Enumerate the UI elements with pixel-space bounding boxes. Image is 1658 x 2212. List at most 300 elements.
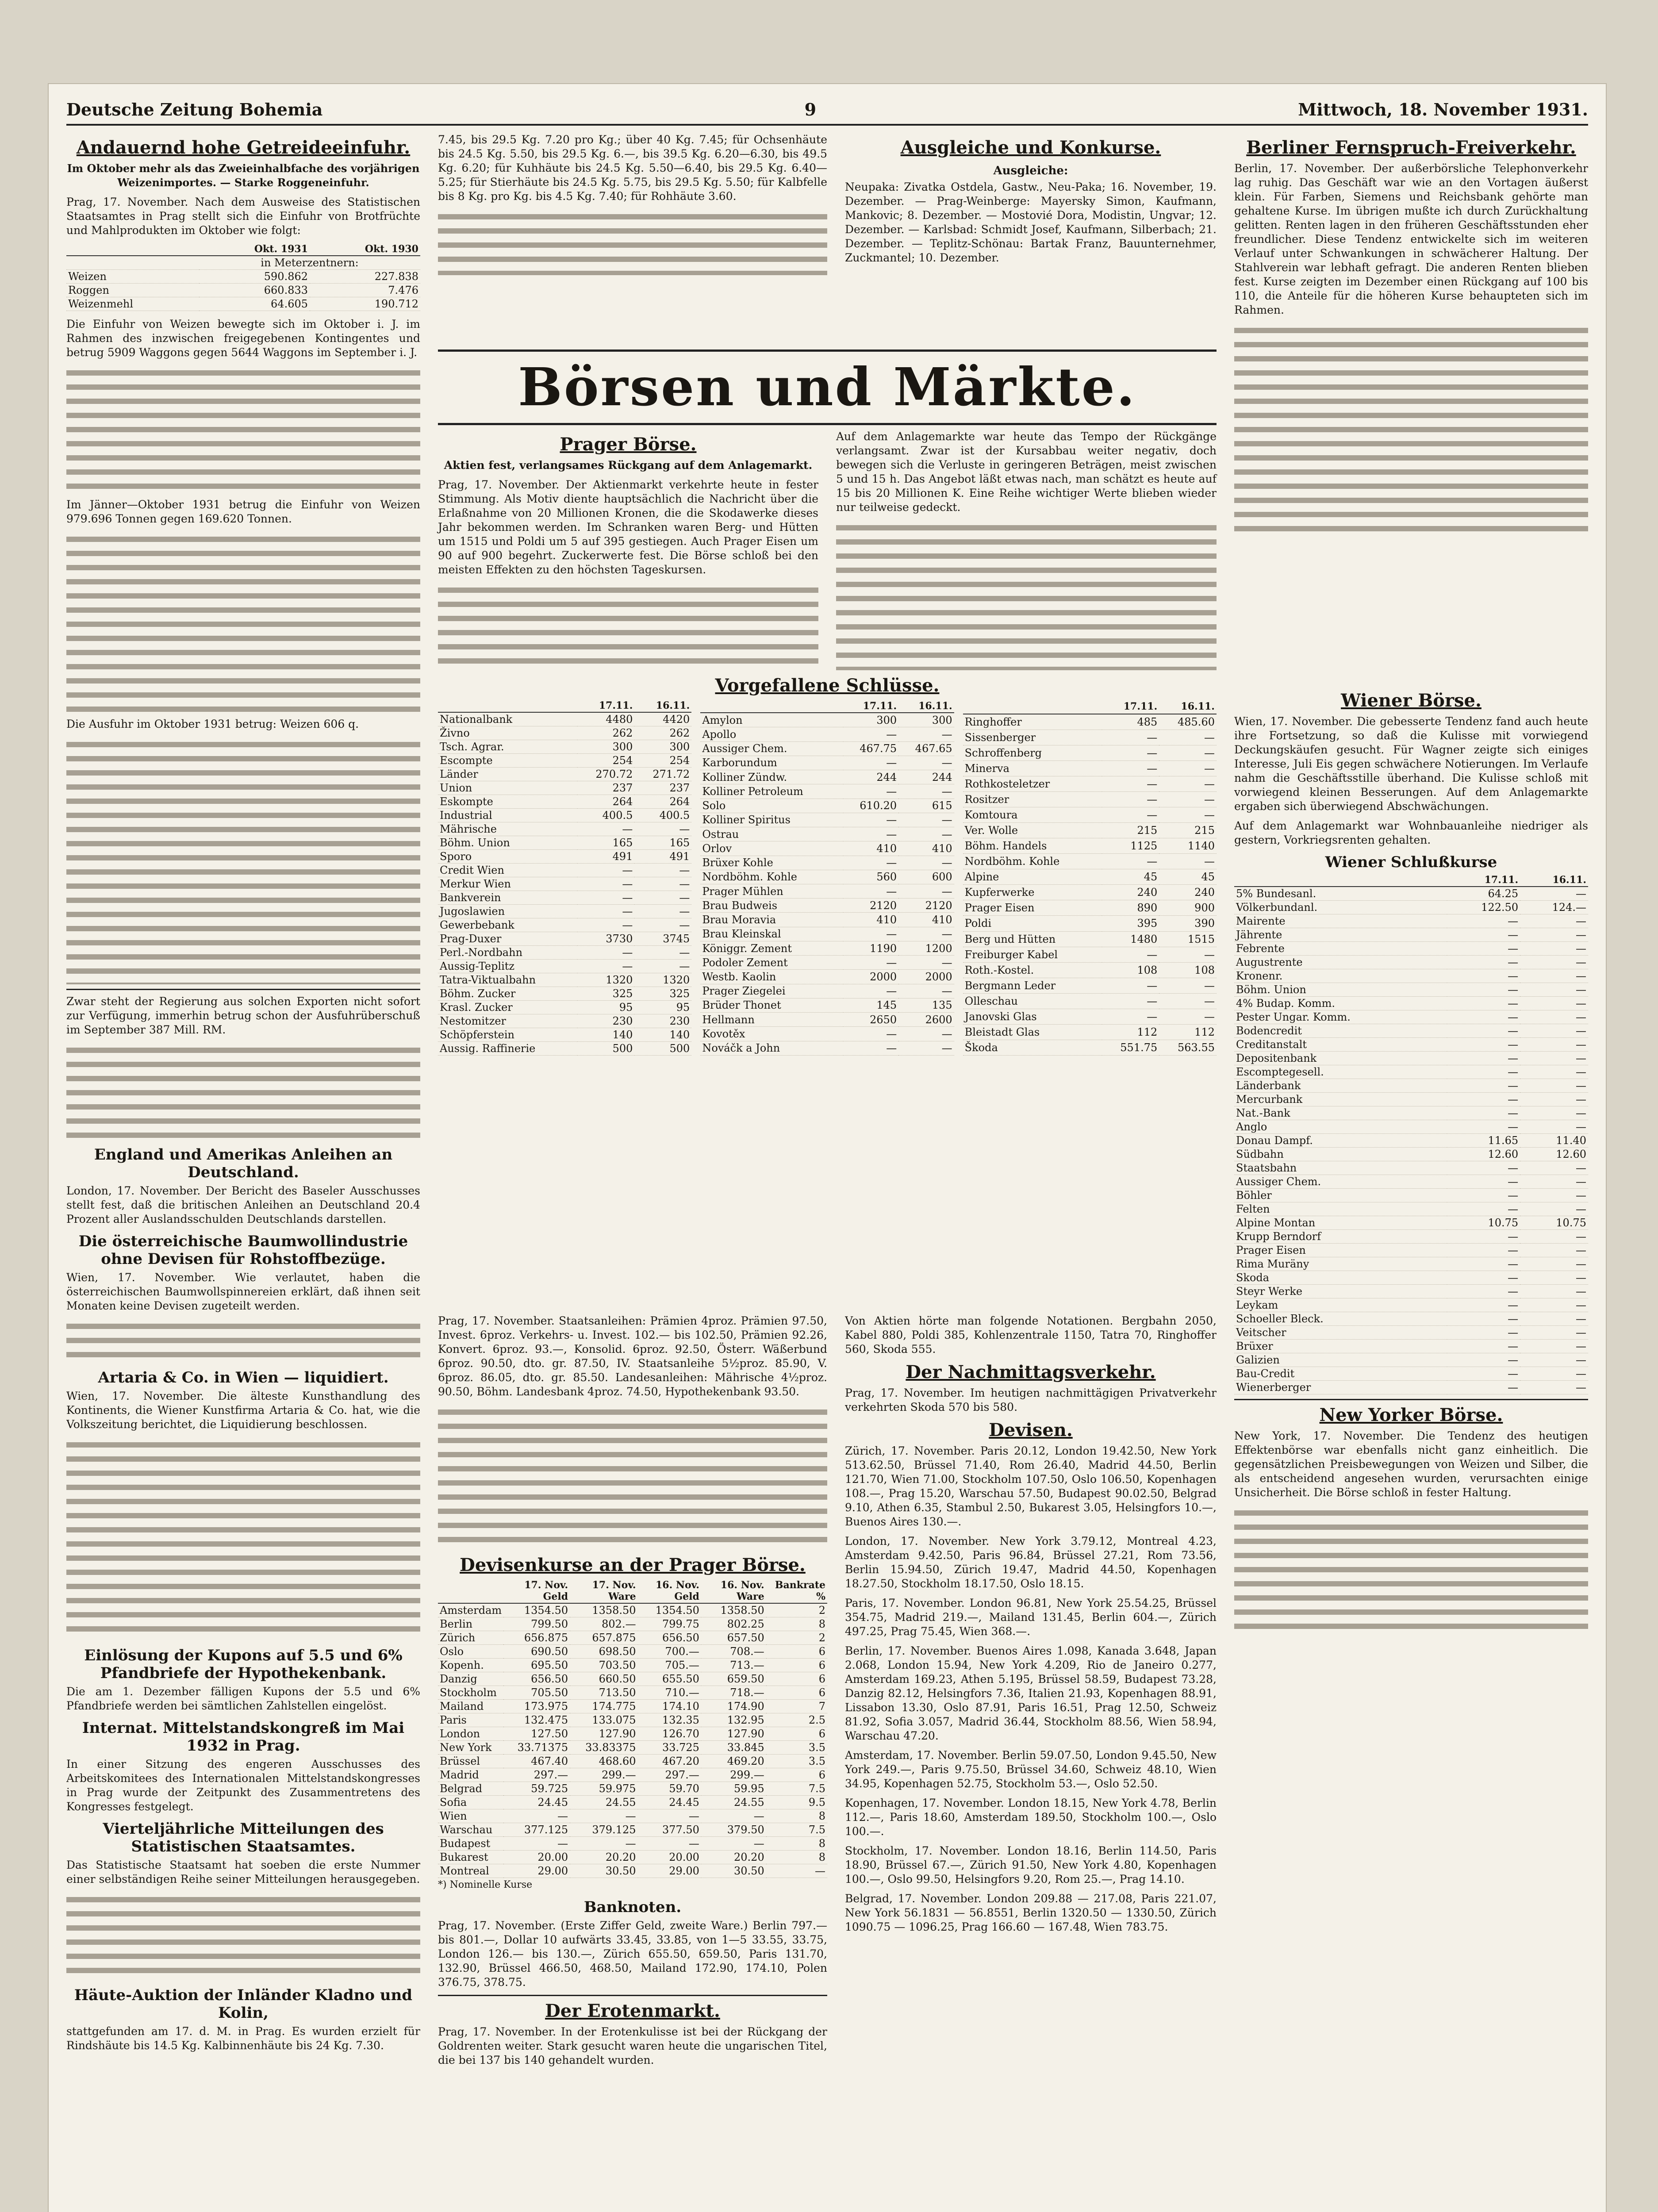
row-label: Länder bbox=[438, 768, 577, 781]
article-paragraph: stattgefunden am 17. d. M. in Prag. Es wurden erzielt für Rindshäute bis 14.5 Kg. Kalbinnenhäute bis 24 Kg. 7.30. bbox=[66, 2025, 420, 2052]
row-value: 799.75 bbox=[638, 1617, 701, 1631]
table-row bbox=[438, 1741, 827, 1755]
row-value: — bbox=[1447, 928, 1520, 942]
row-value: 127.90 bbox=[701, 1727, 766, 1741]
table-row: Weizen 590.862 227.838 bbox=[66, 270, 420, 284]
row-label: Schoeller Bleck. bbox=[1234, 1312, 1447, 1326]
row-value: 656.50 bbox=[503, 1672, 570, 1686]
row-value: 377.125 bbox=[503, 1823, 570, 1837]
row-label: Staatsbahn bbox=[1234, 1161, 1447, 1175]
row-value: 2 bbox=[766, 1603, 827, 1617]
row-value: — bbox=[843, 756, 898, 770]
row-value: 500 bbox=[634, 1042, 691, 1056]
row-value: 300 bbox=[577, 740, 634, 754]
article-subhead: Ausgleiche: bbox=[993, 164, 1068, 177]
article-paragraph: Prag, 17. November. Der Aktienmarkt verkehrte heute in fester Stimmung. Als Motiv diente hauptsächlich die Nachricht über die Erlaßnahme von 20 Millionen Kronen, die die Skodawerke dieses Jahr bekommen werden. Im Schranken waren Berg- und Hütten um 1515 und Poldi um 5 auf 395 gestiegen. Auch Prager Eisen um 90 auf 900 begehrt. Zuckerwerte fest. Die Börse schloß bei den meisten Effekten zu den höchsten Tageskursen. bbox=[438, 478, 818, 576]
table-row bbox=[438, 1028, 691, 1042]
article-paragraph: Prag, 17. November. In der Erotenkulisse ist bei der Rückgang der Goldrenten weiter. Stark gesucht waren heute die ungarischen Titel, die bei 137 bis 140 gehandelt wurden. bbox=[438, 2025, 827, 2066]
row-value: 379.50 bbox=[701, 1823, 766, 1837]
running-head bbox=[66, 88, 1588, 126]
article-headline: Banknoten. bbox=[583, 1898, 682, 1916]
table-row bbox=[700, 927, 954, 941]
row-value: — bbox=[1447, 1340, 1520, 1353]
row-value: 1354.50 bbox=[638, 1603, 701, 1617]
table-row bbox=[438, 740, 691, 754]
row-value: 230 bbox=[634, 1014, 691, 1028]
row-value: — bbox=[898, 856, 954, 870]
row-value: — bbox=[1102, 978, 1159, 993]
row-value: — bbox=[1520, 914, 1588, 928]
table-row bbox=[1234, 1065, 1588, 1079]
table-row bbox=[438, 918, 691, 932]
row-value: 135 bbox=[898, 998, 954, 1012]
row-value: — bbox=[1159, 745, 1217, 760]
row-value: 390 bbox=[1159, 916, 1217, 931]
row-value: 12.60 bbox=[1447, 1148, 1520, 1161]
row-value: — bbox=[898, 1027, 954, 1041]
row-value: 2000 bbox=[843, 970, 898, 984]
row-label: Brau Budweis bbox=[700, 899, 843, 913]
article-paragraph: New York, 17. November. Die Tendenz des heutigen Effektenbörse war ebenfalls nicht ganz einheitlich. Die gegensätzlichen Preisbewegungen von Weizen und Silber, die als entscheidend angesehen wurden, verursachten einige Unsicherheit. Die Börse schloß in fester Haltung. bbox=[1234, 1429, 1588, 1499]
row-label: Bau-Credit bbox=[1234, 1367, 1447, 1381]
row-label: Paris bbox=[438, 1713, 503, 1727]
row-label: Krupp Berndorf bbox=[1234, 1230, 1447, 1244]
row-value: 410 bbox=[843, 841, 898, 856]
row-value: 9.5 bbox=[766, 1796, 827, 1809]
row-value: 4420 bbox=[634, 712, 691, 726]
row-value: 468.60 bbox=[570, 1755, 637, 1768]
import-table: Okt. 1931 Okt. 1930 in Meterzentnern: Weizen 590.862 227.838 Roggen 660.833 7.476 Weizenmehl 64.605 190.712 bbox=[66, 243, 420, 311]
table-row bbox=[963, 730, 1217, 745]
table-row bbox=[700, 870, 954, 884]
row-value: 244 bbox=[843, 770, 898, 784]
row-label: Bleistadt Glas bbox=[963, 1024, 1102, 1040]
table-row bbox=[963, 1024, 1217, 1040]
table-row bbox=[1234, 901, 1588, 914]
row-value: 718.— bbox=[701, 1686, 766, 1700]
row-label: Kopenh. bbox=[438, 1659, 503, 1672]
row-value: — bbox=[1520, 942, 1588, 956]
row-label: Merkur Wien bbox=[438, 877, 577, 891]
row-value: 11.40 bbox=[1520, 1134, 1588, 1148]
row-value: 1320 bbox=[577, 973, 634, 987]
table-row bbox=[438, 754, 691, 768]
row-label: Madrid bbox=[438, 1768, 503, 1782]
table-row bbox=[963, 1040, 1217, 1055]
row-value: 656.875 bbox=[503, 1631, 570, 1645]
row-value: 30.50 bbox=[701, 1864, 766, 1878]
row-value: 124.— bbox=[1520, 901, 1588, 914]
row-label: Mercurbank bbox=[1234, 1093, 1447, 1106]
row-label: Apollo bbox=[700, 727, 843, 741]
row-value: 379.125 bbox=[570, 1823, 637, 1837]
table-row: Roggen 660.833 7.476 bbox=[66, 284, 420, 297]
running-head-left: Deutsche Zeitung Bohemia bbox=[66, 100, 323, 119]
row-value: — bbox=[503, 1809, 570, 1823]
article-paragraph: Wien, 17. November. Die älteste Kunsthandlung des Kontinents, die Wiener Kunstfirma Artaria & Co. hat, wie die Volkszeitung berichtet, die Liquidierung beschlossen. bbox=[66, 1390, 420, 1431]
table-row bbox=[700, 1041, 954, 1055]
row-value: — bbox=[1447, 1093, 1520, 1106]
row-value: 165 bbox=[577, 836, 634, 850]
row-value: — bbox=[1520, 997, 1588, 1010]
row-value: 297.— bbox=[638, 1768, 701, 1782]
row-value: 45 bbox=[1159, 869, 1217, 885]
row-value: — bbox=[1159, 854, 1217, 869]
closing-prices-heading: Vorgefallene Schlüsse. bbox=[715, 675, 940, 696]
row-value: 469.20 bbox=[701, 1755, 766, 1768]
row-value: — bbox=[1447, 914, 1520, 928]
row-value: — bbox=[1520, 1381, 1588, 1394]
row-value: — bbox=[634, 905, 691, 918]
row-label: Janovski Glas bbox=[963, 1009, 1102, 1024]
table-row bbox=[700, 841, 954, 856]
row-value: 173.975 bbox=[503, 1700, 570, 1713]
row-value: — bbox=[1520, 1326, 1588, 1340]
article-paragraph: Von Aktien hörte man folgende Notationen. Bergbahn 2050, Kabel 880, Poldi 385, Kohlenzentrale 1150, Tatra 70, Ringhoffer 560, Skoda 555. bbox=[845, 1314, 1217, 1356]
row-value: 600 bbox=[898, 870, 954, 884]
article-paragraph: Berlin, 17. November. Der außerbörsliche Telephonverkehr lag ruhig. Das Geschäft war wie an den Vortagen äußerst klein. Für Farben, Siemens und Reichsbank gehörte man gehaltene Kurse. Im übrigen mußte ich durch Zurückhaltung gelitten. Renten lagen in den früheren Geschäftsstunden eher freundlicher. Diese Tendenz entwickelte sich im weiteren Verlauf unter Schwankungen in schwächerer Haltung. Der Stahlverein war lebhaft gefragt. Die anderen Renten blieben fest. Kurse zeigten im Dezember einen Rückgang auf 100 bis 110, die Anteile für die höheren Kurse behaupteten sich im Rahmen. bbox=[1234, 162, 1588, 316]
table-row bbox=[438, 877, 691, 891]
article-headline: New Yorker Börse. bbox=[1319, 1405, 1503, 1425]
row-label: Olleschau bbox=[963, 993, 1102, 1009]
table-row: Weizenmehl 64.605 190.712 bbox=[66, 297, 420, 311]
row-value: — bbox=[634, 946, 691, 960]
table-row bbox=[1234, 1230, 1588, 1244]
row-label: Nordböhm. Kohle bbox=[963, 854, 1102, 869]
closing-table: 17.11. 16.11. Amylon 300 300 Apollo — — Aussiger Chem. 467.75 467.65 Karborundum — — Kolliner Zündw. 244 244 Kolliner Petroleum — — Solo 610.20 615 Kolliner Spiritus — — Ostrau — — Orlov 410 410 Brüxer Kohle — — Nordböhm. Kohle 560 600 Prager Mühlen — — Brau Budweis 2120 2120 Brau Moravia 410 410 Brau Kleinskal — — Königgr. Zement 1190 1200 Podoler Zement — — Westb. Kaolin 2000 2000 Prager Ziegelei — — Brüder Thonet 145 135 Hellmann 2650 2600 Kovotěx — — Nováčk a John — — bbox=[700, 699, 954, 1056]
row-value: — bbox=[898, 727, 954, 741]
table-row bbox=[438, 1042, 691, 1056]
row-value: — bbox=[1520, 1065, 1588, 1079]
row-label: Amylon bbox=[700, 713, 843, 727]
row-label: Augustrente bbox=[1234, 956, 1447, 969]
row-value: — bbox=[1447, 997, 1520, 1010]
row-label: Schroffenberg bbox=[963, 745, 1102, 760]
row-value: — bbox=[577, 822, 634, 836]
row-value: 802.— bbox=[570, 1617, 637, 1631]
row-label: Brau Kleinskal bbox=[700, 927, 843, 941]
row-value: 8 bbox=[766, 1617, 827, 1631]
row-value: — bbox=[1159, 978, 1217, 993]
article-headline: Artaria & Co. in Wien — liquidiert. bbox=[98, 1369, 389, 1386]
article-paragraph: 7.45, bis 29.5 Kg. 7.20 pro Kg.; über 40 Kg. 7.45; für Ochsenhäute bis 24.5 Kg. 5.50, bis 29.5 Kg. 6.—, bis 39.5 Kg. 6.20—6.30, bis 49.5 Kg. 6.20; für Kuhhäute bis 24.5 Kg. 5.50—6.40, bis 29.5 Kg. 6.40—5.25; für Stierhäute bis 24.5 Kg. 5.75, bis 29.5 Kg. 5.50; für Kalbfelle bis 8 Kg. pro Kg. bis 4.5 Kg. 7.40; für Rohhäute 3.60. bbox=[438, 133, 827, 203]
row-value: — bbox=[1447, 1353, 1520, 1367]
row-label: Aussiger Chem. bbox=[700, 741, 843, 756]
table-row bbox=[438, 850, 691, 864]
row-value: 713.50 bbox=[570, 1686, 637, 1700]
table-row bbox=[1234, 1216, 1588, 1230]
row-value: 1125 bbox=[1102, 838, 1159, 854]
article-subhead: Aktien fest, verlangsames Rückgang auf dem Anlagemarkt. bbox=[444, 459, 813, 472]
row-value: 108 bbox=[1102, 962, 1159, 978]
row-label: Galizien bbox=[1234, 1353, 1447, 1367]
table-row bbox=[438, 781, 691, 795]
rates-note: *) Nominelle Kurse bbox=[438, 1879, 533, 1890]
row-label: Brüssel bbox=[438, 1755, 503, 1768]
row-value: 33.71375 bbox=[503, 1741, 570, 1755]
text-block bbox=[66, 1318, 420, 1363]
row-value: 1358.50 bbox=[570, 1603, 637, 1617]
row-value: 713.— bbox=[701, 1659, 766, 1672]
row-value: 3730 bbox=[577, 932, 634, 946]
exchange-rates-table: 17. Nov. Geld 17. Nov. Ware 16. Nov. Geld 16. Nov. Ware Bankrate % Amsterdam 1354.50 1358.50 1354.50 1358.50 2 Berlin 799.50 802.— 799.75 802.25 8 Zürich 656.875 657.875 656.50 657.50 2 Oslo 690.50 698.50 700.— 708.— 6 Kopenh. 695.50 703.50 705.— 713.— 6 Danzig 656.50 660.50 655.50 659.50 6 Stockholm 705.50 713.50 710.— 718.— 6 Mailand 173.975 174.775 174.10 174.90 7 Paris 132.475 133.075 132.35 132.95 2.5 London 127.50 127.90 126.70 127.90 6 New York 33.71375 33.83375 33.725 33.845 3.5 Brüssel 467.40 468.60 467.20 469.20 3.5 Madrid 297.— 299.— 297.— 299.— 6 Belgrad 59.725 59.975 59.70 59.95 7.5 Sofia 24.45 24.55 24.45 24.55 9.5 Wien — — — — 8 Warschau 377.125 379.125 377.50 379.50 7.5 Budapest — — — — 8 Bukarest 20.00 20.20 20.00 20.20 8 Montreal 29.00 30.50 29.00 30.50 — bbox=[438, 1579, 827, 1878]
row-value: 10.75 bbox=[1520, 1216, 1588, 1230]
row-value: — bbox=[1159, 1009, 1217, 1024]
table-row bbox=[700, 1013, 954, 1027]
table-row bbox=[700, 998, 954, 1012]
row-value: 33.845 bbox=[701, 1741, 766, 1755]
row-value: 8 bbox=[766, 1851, 827, 1864]
row-value: 6 bbox=[766, 1768, 827, 1782]
table-row bbox=[700, 941, 954, 955]
table-row bbox=[438, 1645, 827, 1659]
row-label: Sporo bbox=[438, 850, 577, 864]
row-value: — bbox=[1520, 1106, 1588, 1120]
row-value: 271.72 bbox=[634, 768, 691, 781]
table-row bbox=[438, 946, 691, 960]
row-value: 270.72 bbox=[577, 768, 634, 781]
article-paragraph: Neupaka: Zivatka Ostdela, Gastw., Neu-Paka; 16. November, 19. Dezember. — Prag-Weinberge: Mayersky Simon, Kaufmann, Mankovic; 8. Dezember. — Mostovié Dora, Modistin, Ungvar; 12. Dezember. — Karlsbad: Schmidt Josef, Kaufmann, Silberbach; 21. Dezember. — Teplitz-Schönau: Bartak Franz, Bauunternehmer, Zuckmantel; 10. Dezember. bbox=[845, 180, 1217, 264]
table-row bbox=[1234, 928, 1588, 942]
table-row bbox=[1234, 1024, 1588, 1038]
table-row bbox=[1234, 1120, 1588, 1134]
article-paragraph: Prag, 17. November. Im heutigen nachmittägigen Privatverkehr verkehrten Skoda 570 bis 580. bbox=[845, 1386, 1217, 1413]
row-value: — bbox=[1447, 1065, 1520, 1079]
text-block bbox=[438, 582, 818, 671]
row-value: — bbox=[1520, 1257, 1588, 1271]
text-block bbox=[438, 209, 827, 275]
running-head-right: Mittwoch, 18. November 1931. bbox=[1298, 100, 1588, 119]
row-value: 485.60 bbox=[1159, 714, 1217, 730]
table-row bbox=[1234, 1093, 1588, 1106]
row-value: — bbox=[898, 827, 954, 841]
row-value: — bbox=[1447, 1230, 1520, 1244]
row-label: Perl.-Nordbahn bbox=[438, 946, 577, 960]
row-value: 7 bbox=[766, 1700, 827, 1713]
table-row bbox=[1234, 1381, 1588, 1394]
row-label: Schöpferstein bbox=[438, 1028, 577, 1042]
row-label: Febrente bbox=[1234, 942, 1447, 956]
article-headline: Der Erotenmarkt. bbox=[545, 2001, 720, 2021]
row-label: London bbox=[438, 1727, 503, 1741]
row-label: Bergmann Leder bbox=[963, 978, 1102, 993]
table-row bbox=[438, 726, 691, 740]
article-paragraph: Zwar steht der Regierung aus solchen Exporten nicht sofort zur Verfügung, immerhin betrug schon der Ausfuhrüberschuß im September 387 Mill. RM. bbox=[66, 995, 420, 1036]
row-label: Prager Eisen bbox=[1234, 1244, 1447, 1257]
article-paragraph: Im Jänner—Oktober 1931 betrug die Einfuhr von Weizen 979.696 Tonnen gegen 169.620 Tonnen. bbox=[66, 498, 420, 525]
row-label: Anglo bbox=[1234, 1120, 1447, 1134]
table-row bbox=[1234, 1340, 1588, 1353]
row-value: 174.775 bbox=[570, 1700, 637, 1713]
row-value: 132.95 bbox=[701, 1713, 766, 1727]
article-paragraph: Auf dem Anlagemarkte war heute das Tempo der Rückgänge verlangsamt. Zwar ist der Kursabbau weiter negativ, doch bewegen sich die Verluste in geringeren Beträgen, meist zwischen 5 und 15 h. Das Angebot läßt etwas nach, man schätzt es heute auf 15 bis 20 Millionen K. Eine Reihe wichtiger Werte blieben wieder nur teilweise gedeckt. bbox=[836, 430, 1217, 514]
table-row bbox=[700, 727, 954, 741]
article-subhead: Im Oktober mehr als das Zweieinhalbfache des vorjährigen Weizenimportes. — Starke Roggeneinfuhr. bbox=[67, 162, 420, 189]
row-value: 24.45 bbox=[638, 1796, 701, 1809]
table-row bbox=[700, 770, 954, 784]
row-value: 8 bbox=[766, 1809, 827, 1823]
row-label: Südbahn bbox=[1234, 1148, 1447, 1161]
table-row bbox=[438, 1700, 827, 1713]
text-block bbox=[66, 365, 420, 498]
row-value: — bbox=[1447, 1271, 1520, 1285]
column-2-bottom bbox=[438, 1314, 827, 2212]
row-value: 30.50 bbox=[570, 1864, 637, 1878]
row-label: Tsch. Agrar. bbox=[438, 740, 577, 754]
row-value: 8 bbox=[766, 1837, 827, 1851]
article-headline: Vierteljährliche Mitteilungen des Statistischen Staatsamtes. bbox=[103, 1820, 384, 1855]
row-label: Kupferwerke bbox=[963, 885, 1102, 900]
row-value: 467.75 bbox=[843, 741, 898, 756]
row-value: 705.50 bbox=[503, 1686, 570, 1700]
row-value: 7.5 bbox=[766, 1823, 827, 1837]
row-value: — bbox=[843, 1041, 898, 1055]
row-value: — bbox=[577, 918, 634, 932]
row-value: 690.50 bbox=[503, 1645, 570, 1659]
table-row bbox=[1234, 1271, 1588, 1285]
row-value: 145 bbox=[843, 998, 898, 1012]
row-value: 485 bbox=[1102, 714, 1159, 730]
row-value: 64.25 bbox=[1447, 887, 1520, 901]
row-value: — bbox=[1520, 1353, 1588, 1367]
row-value: 698.50 bbox=[570, 1645, 637, 1659]
row-label: Wienerberger bbox=[1234, 1381, 1447, 1394]
row-label: Länderbank bbox=[1234, 1079, 1447, 1093]
row-value: 2600 bbox=[898, 1013, 954, 1027]
row-label: Mairente bbox=[1234, 914, 1447, 928]
row-value: — bbox=[577, 864, 634, 877]
row-value: — bbox=[1520, 1312, 1588, 1326]
row-value: — bbox=[898, 813, 954, 827]
table-row bbox=[700, 799, 954, 813]
row-label: Donau Dampf. bbox=[1234, 1134, 1447, 1148]
table-row bbox=[438, 1001, 691, 1014]
row-value: — bbox=[898, 927, 954, 941]
row-value: 890 bbox=[1102, 900, 1159, 916]
row-value: — bbox=[1159, 807, 1217, 823]
row-value: — bbox=[638, 1837, 701, 1851]
table-row bbox=[963, 900, 1217, 916]
table-row bbox=[700, 784, 954, 799]
row-value: — bbox=[1447, 1189, 1520, 1202]
row-label: Gewerbebank bbox=[438, 918, 577, 932]
table-row bbox=[438, 809, 691, 822]
row-label: Pester Ungar. Komm. bbox=[1234, 1010, 1447, 1024]
table-row bbox=[438, 864, 691, 877]
row-value: — bbox=[898, 784, 954, 799]
row-value: 215 bbox=[1159, 823, 1217, 838]
row-value: 215 bbox=[1102, 823, 1159, 838]
row-value: — bbox=[1447, 1285, 1520, 1298]
table-row bbox=[1234, 914, 1588, 928]
article-paragraph: Die Einfuhr von Weizen bewegte sich im Oktober i. J. im Rahmen des inzwischen freigegebenen Kontingentes und betrug 5909 Waggons gegen 5644 Waggons im September i. J. bbox=[66, 318, 420, 359]
row-value: — bbox=[1447, 1202, 1520, 1216]
row-value: 563.55 bbox=[1159, 1040, 1217, 1055]
row-label: Industrial bbox=[438, 809, 577, 822]
row-value: 300 bbox=[634, 740, 691, 754]
closing-prices bbox=[438, 699, 1217, 1056]
row-value: 3.5 bbox=[766, 1755, 827, 1768]
row-value: — bbox=[1520, 956, 1588, 969]
row-value: 33.725 bbox=[638, 1741, 701, 1755]
row-value: 59.975 bbox=[570, 1782, 637, 1796]
row-value: — bbox=[570, 1809, 637, 1823]
row-value: — bbox=[1102, 792, 1159, 807]
row-value: — bbox=[1447, 1010, 1520, 1024]
text-block bbox=[438, 1404, 827, 1550]
table-row bbox=[963, 916, 1217, 931]
row-label: Nordböhm. Kohle bbox=[700, 870, 843, 884]
row-value: 1358.50 bbox=[701, 1603, 766, 1617]
row-value: — bbox=[1520, 1285, 1588, 1298]
article-paragraph: In einer Sitzung des engeren Ausschusses des Arbeitskomitees des Internationalen Mittelstandskongresses in Prag wurde der Zeitpunkt des Zusammentretens des Kongresses festgelegt. bbox=[66, 1758, 420, 1813]
row-value: — bbox=[1159, 993, 1217, 1009]
row-value: — bbox=[1520, 887, 1588, 901]
row-value: 12.60 bbox=[1520, 1148, 1588, 1161]
table-row bbox=[438, 987, 691, 1001]
row-value: — bbox=[1447, 1052, 1520, 1065]
row-value: 657.50 bbox=[701, 1631, 766, 1645]
row-label: Bodencredit bbox=[1234, 1024, 1447, 1038]
row-value: 20.00 bbox=[503, 1851, 570, 1864]
row-label: Rothkosteletzer bbox=[963, 776, 1102, 792]
row-label: Eskompte bbox=[438, 795, 577, 809]
row-value: — bbox=[1159, 792, 1217, 807]
table-row bbox=[438, 1823, 827, 1837]
table-row bbox=[1234, 1038, 1588, 1052]
table-row bbox=[700, 884, 954, 898]
row-label: Prag-Duxer bbox=[438, 932, 577, 946]
row-label: Escompte bbox=[438, 754, 577, 768]
row-label: Völkerbundanl. bbox=[1234, 901, 1447, 914]
row-value: 560 bbox=[843, 870, 898, 884]
table-row bbox=[1234, 1175, 1588, 1189]
row-label: Berlin bbox=[438, 1617, 503, 1631]
row-value: 127.90 bbox=[570, 1727, 637, 1741]
article-headline: Häute-Auktion der Inländer Kladno und Kolin, bbox=[74, 1986, 413, 2022]
article-paragraph: London, 17. November. New York 3.79.12, Montreal 4.23, Amsterdam 9.42.50, Paris 96.84, Brüssel 27.21, Rom 73.56, Berlin 15.94.50, Zürich 19.47, Madrid 44.50, Kopenhagen 18.27.50, Stockholm 18.17.50, Oslo 18.15. bbox=[845, 1535, 1217, 1590]
row-value: 1190 bbox=[843, 941, 898, 955]
row-value: 655.50 bbox=[638, 1672, 701, 1686]
row-value: 95 bbox=[577, 1001, 634, 1014]
row-value: 551.75 bbox=[1102, 1040, 1159, 1055]
row-value: 2 bbox=[766, 1631, 827, 1645]
text-block bbox=[66, 737, 420, 984]
row-label: Orlov bbox=[700, 841, 843, 856]
row-value: 6 bbox=[766, 1727, 827, 1741]
row-value: 112 bbox=[1159, 1024, 1217, 1040]
row-value: — bbox=[1102, 854, 1159, 869]
column-4-top bbox=[1234, 133, 1588, 681]
table-row bbox=[1234, 887, 1588, 901]
row-value: — bbox=[1520, 1298, 1588, 1312]
row-value: — bbox=[577, 905, 634, 918]
row-value: 1320 bbox=[634, 973, 691, 987]
article-paragraph: Kopenhagen, 17. November. London 18.15, New York 4.78, Berlin 112.—, Paris 18.60, Amsterdam 189.50, Stockholm 100.—, Oslo 100.—. bbox=[845, 1797, 1217, 1838]
table-row bbox=[438, 712, 691, 726]
row-value: — bbox=[1520, 1010, 1588, 1024]
row-value: 59.70 bbox=[638, 1782, 701, 1796]
row-label: Böhm. Zucker bbox=[438, 987, 577, 1001]
row-value: — bbox=[577, 877, 634, 891]
row-value: 325 bbox=[577, 987, 634, 1001]
row-value: 29.00 bbox=[638, 1864, 701, 1878]
row-value: 24.55 bbox=[570, 1796, 637, 1809]
row-value: — bbox=[1520, 1052, 1588, 1065]
row-value: — bbox=[577, 960, 634, 973]
table-row bbox=[1234, 969, 1588, 983]
row-value: 4480 bbox=[577, 712, 634, 726]
